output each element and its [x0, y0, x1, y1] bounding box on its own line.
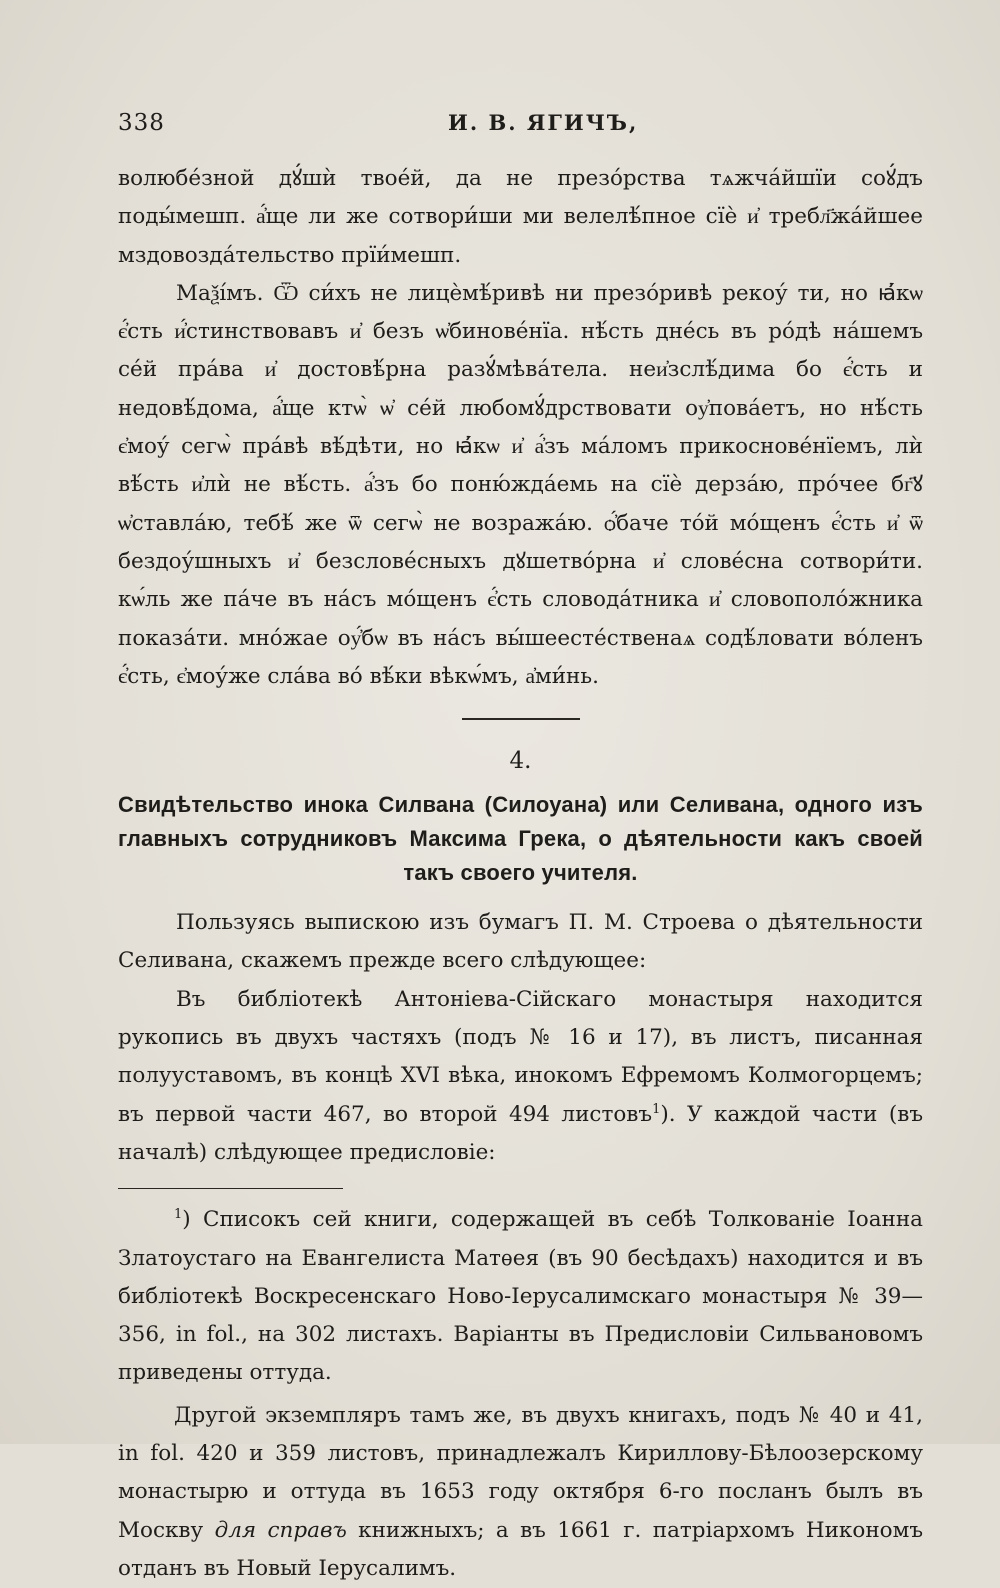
footnote-2-italic: для справъ	[214, 1517, 347, 1543]
footnote-reference: 1	[652, 1101, 661, 1117]
section-heading: Свидѣтельство инока Силвана (Силоуана) или Селивана, одного изъ главныхъ сотрудниковъ Максима Грека, о дѣятельности какъ своей такъ своего учителя.	[118, 792, 923, 886]
slavonic-paragraph-2: Маѯі́мъ. Ѿ си́хъ не лицѐмѣ́ривѣ ни презóривѣ рекоу́ ти, но ꙗ҆́кѡ є҆́сть и҆́стинствовавъ и҆ безъ ѡ҆бинове́нїа. нѣ́сть днéсь въ рóдѣ на́шемъ сéй пра́ва и҆ достовѣ́рна разꙋ́мѣва́тела. неи҆зслѣ́дима бо є҆́сть и недовѣ́дома, а҆́ще ктѡ̀ ѡ҆ сéй любомꙋ́дрствовати оу҆повáетъ, но нѣ́сть є҆моу́ сегѡ̀ пра́вѣ вѣ́дѣти, но ꙗ҆́кѡ и҆ а҆́зъ ма́ломъ прикосновéнїемъ, лѝ вѣ́сть и҆лѝ не вѣ́сть. а҆́зъ бо поню́ждáемь на сїѐ дерзáю, прóчее бг҃ꙋ ѡ҆ставлáю, тебѣ́ же ѿ сегѡ̀ не возражáю. ѻ҆́баче тóй мóщенъ є҆́сть и҆ ѿ бездоу́шныхъ и҆ безслове́сныхъ дꙋшетвóрна и҆ словéсна сотвори́ти. кѡ́ль же пáче въ нáсъ мóщенъ є҆́сть словодáтника и҆ словополóжника показáти. мнóжае оу҆́бѡ въ нáсъ вы́шеестéственаѧ содѣ́ловати вóленъ є҆́сть, є҆моу́же слáва вó вѣ́ки вѣкѡ́мъ, а҆ми́нь.	[118, 280, 923, 689]
footnote-2	[118, 1397, 923, 1588]
running-title: И. В. ЯГИЧЪ,	[448, 110, 639, 135]
running-header	[118, 110, 923, 144]
footnotes	[118, 1201, 923, 1588]
church-slavonic-text	[118, 160, 923, 696]
section-divider-rule	[462, 718, 580, 720]
body-paragraph-2-end: ). У каждой части (въ началѣ) слѣдующее предисловіе:	[118, 1101, 923, 1165]
body-paragraph-2	[118, 981, 923, 1172]
footnote-2-end: книжныхъ; а въ 1661 г. патріархомъ Никономъ отданъ въ Новый Іерусалимъ.	[118, 1517, 923, 1581]
footnote-rule	[118, 1188, 343, 1189]
footnote-2-text: Другой экземпляръ тамъ же, въ двухъ книгахъ, подъ № 40 и 41, in fol. 420 и 359 листовъ, принадлежалъ Кириллову-Бѣлоозерскому монастырю и оттуда въ 1653 году октября 6-го посланъ былъ въ Москву	[118, 1402, 923, 1543]
footnote-1	[118, 1201, 923, 1392]
main-text-column	[118, 160, 923, 1588]
body-paragraph-2-text: Въ библіотекѣ Антоніева-Сійскаго монастыря находится рукопись въ двухъ частяхъ (подъ № 16 и 17), въ листъ, писанная полууставомъ, въ концѣ XVI вѣка, инокомъ Ефремомъ Колмогорцемъ; въ первой части 467, во второй 494 листовъ	[118, 986, 923, 1127]
body-paragraph-1: Пользуясь выпискою изъ бумагъ П. М. Строева о дѣятельности Селивана, скажемъ прежде всего слѣдующее:	[118, 910, 923, 974]
slavonic-paragraph-1: волюбéзной дꙋ́шѝ твоéй, да не презóрства тѧжча́йшïи соꙋ́дъ поды́мешп. а҆́ще ли же сотвори́ши ми велелѣ́пное сїѐ и҆ требл҃жа́йшее мздовоздáтельство прïи́мешп.	[118, 166, 923, 268]
section-number: 4.	[509, 748, 532, 775]
footnote-1-text: ) Списокъ сей книги, содержащей въ себѣ Толкованіе Іоанна Златоустаго на Евангелиста Матѳея (въ 90 бесѣдахъ) находится и въ библіотекѣ Воскресенскаго Ново-Іерусалимскаго монастыря № 39—356, in fol., на 302 листахъ. Варіанты въ Предисловіи Сильвановомъ приведены оттуда.	[118, 1207, 923, 1386]
footnote-1-marker: 1	[174, 1207, 183, 1223]
section-body	[118, 904, 923, 1172]
page-number: 338	[118, 110, 165, 136]
